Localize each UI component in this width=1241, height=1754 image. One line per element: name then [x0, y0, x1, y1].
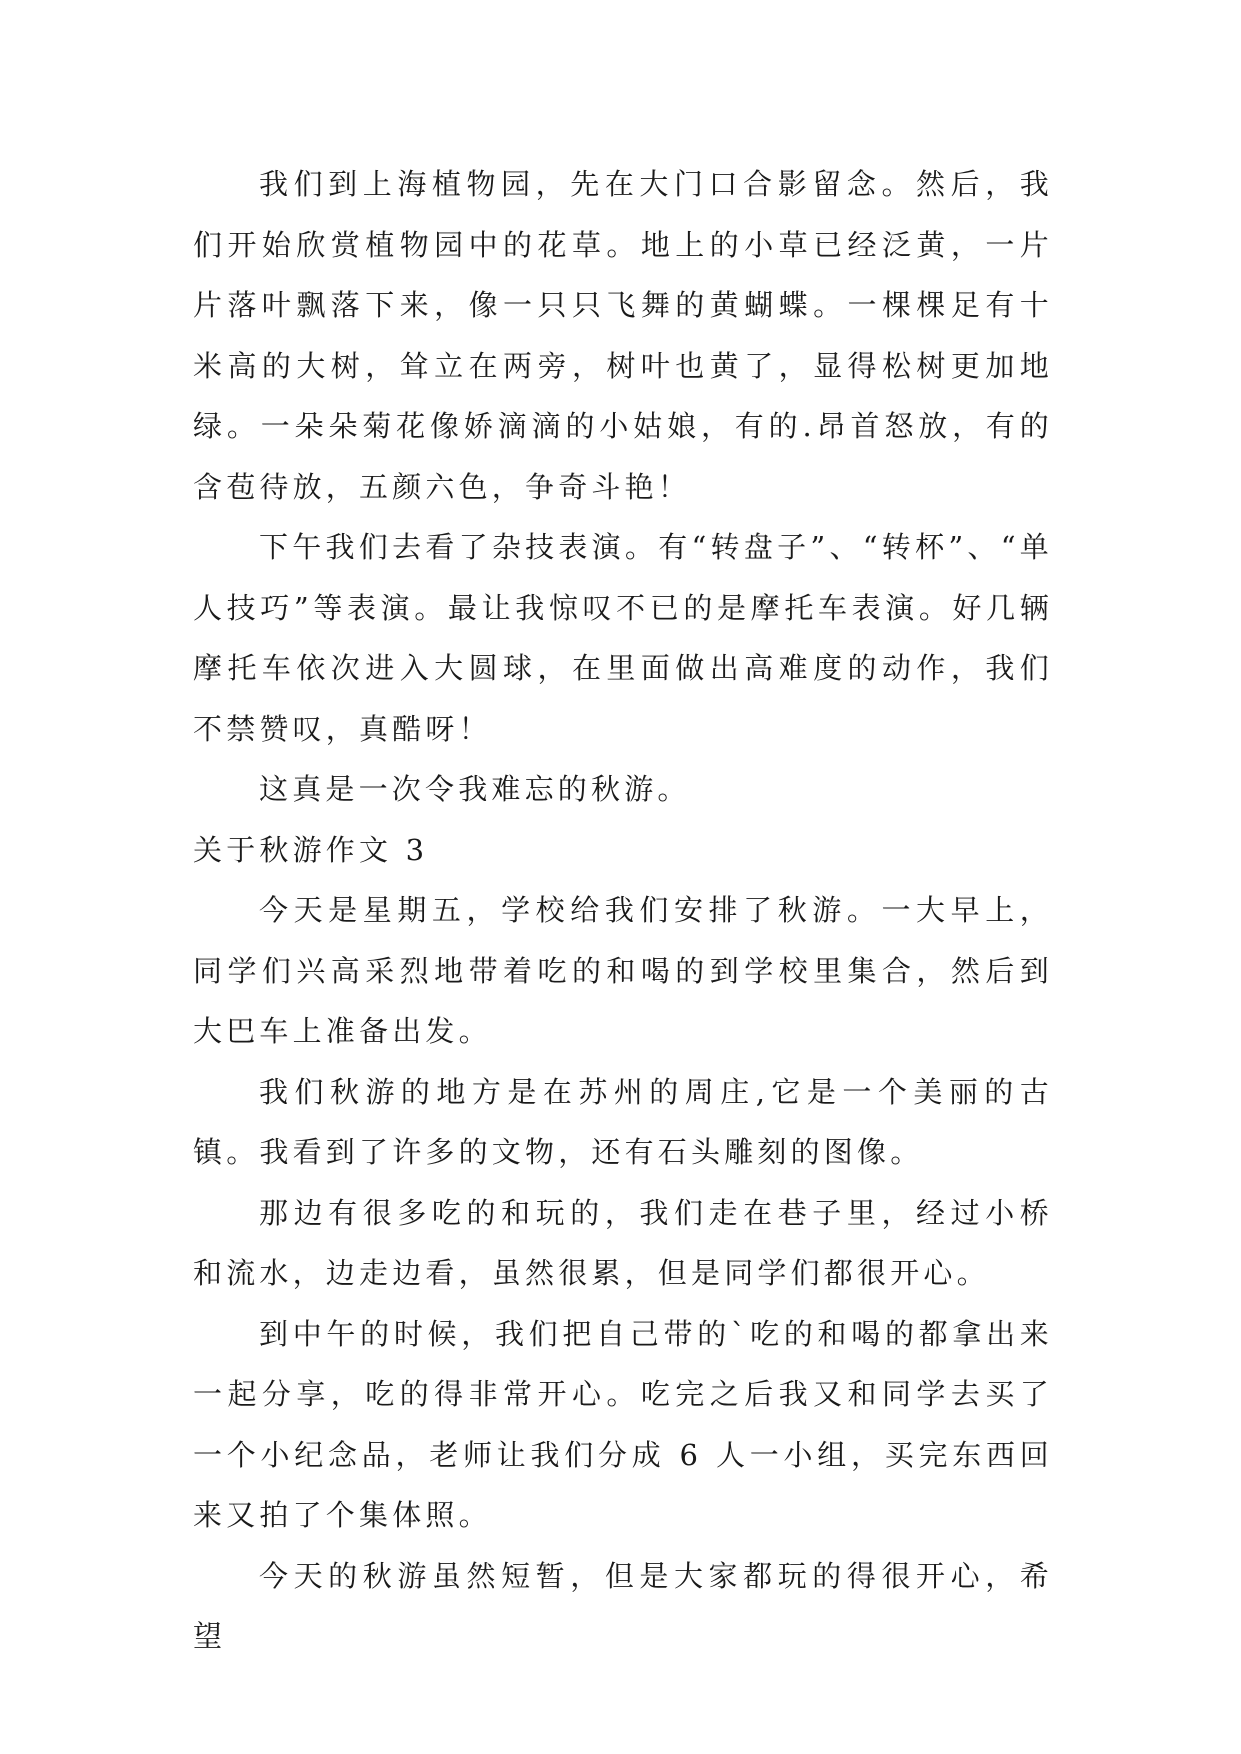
paragraph-memorable-trip: 这真是一次令我难忘的秋游。: [259, 772, 691, 806]
section-title: 关于秋游作文 3: [193, 832, 429, 867]
paragraph-botanical-garden: 我们到上海植物园，先在大门口合影留念。然后，我们开始欣赏植物园中的花草。地上的小草已经泛黄，一片片落叶飘落下来，像一只只飞舞的黄蝴蝶。一棵棵足有十米高的大树，耸立在两旁，树叶也黄了，显得松树更加地绿。一朵朵菊花像娇滴滴的小姑娘，有的.昂首怒放，有的含苞待放，五颜六色，争奇斗艳！: [193, 167, 1053, 504]
paragraph-alleys: 那边有很多吃的和玩的，我们走在巷子里，经过小桥和流水，边走边看，虽然很累，但是同学们都很开心。: [193, 1195, 1053, 1290]
paragraph-lunch-sharing: 到中午的时候，我们把自己带的`吃的和喝的都拿出来一起分享，吃的得非常开心。吃完之后我又和同学去买了一个小纪念品，老师让我们分成 6 人一小组，买完东西回来又拍了个集体照。: [193, 1316, 1053, 1532]
document-page: [193, 154, 1053, 1667]
paragraph-friday-trip: 今天是星期五，学校给我们安排了秋游。一大早上，同学们兴高采烈地带着吃的和喝的到学校里集合，然后到大巴车上准备出发。: [193, 893, 1053, 1048]
paragraph-acrobatics: 下午我们去看了杂技表演。有“转盘子”、“转杯”、“单人技巧”等表演。最让我惊叹不已的是摩托车表演。好几辆摩托车依次进入大圆球，在里面做出高难度的动作，我们不禁赞叹，真酷呀！: [193, 530, 1053, 746]
paragraph-zhouzhuang: 我们秋游的地方是在苏州的周庄,它是一个美丽的古镇。我看到了许多的文物，还有石头雕刻的图像。: [193, 1074, 1053, 1169]
paragraph-conclusion: 今天的秋游虽然短暂，但是大家都玩的得很开心，希望: [193, 1558, 1053, 1653]
